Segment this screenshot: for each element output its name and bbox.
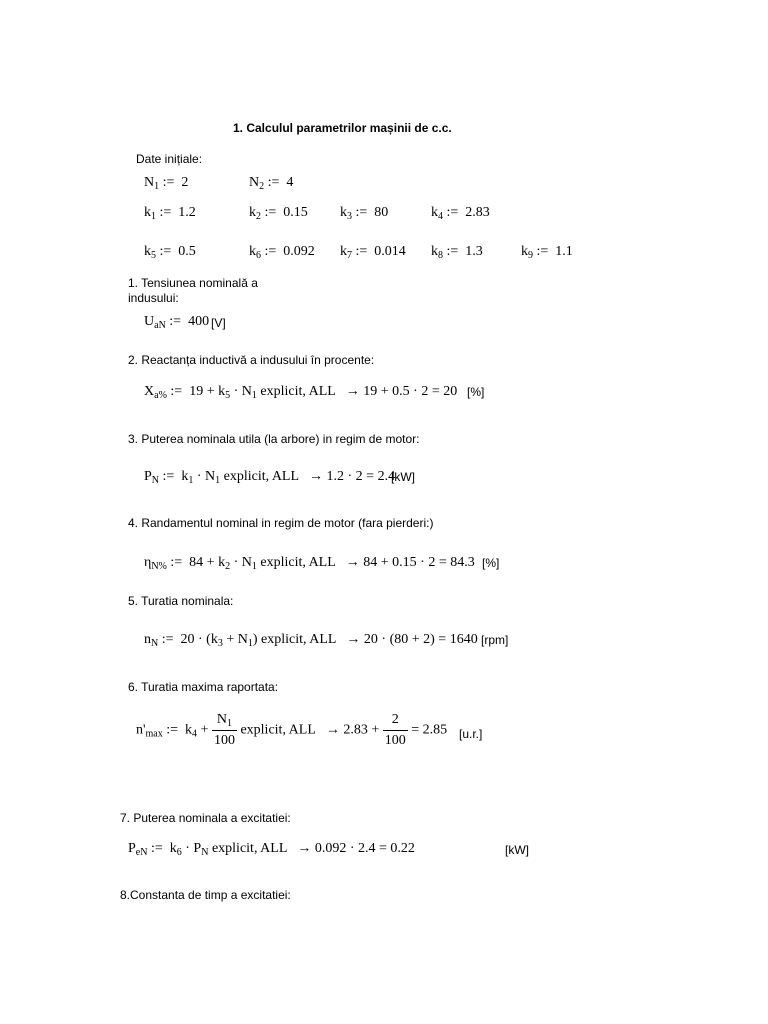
param-k8: $k_8$ := 1.3 bbox=[431, 244, 483, 261]
section-4-heading: 4. Randamentul nominal in regim de motor (fara pierderi:) bbox=[128, 516, 434, 530]
param-k7: $k_7$ := 0.014 bbox=[340, 244, 406, 261]
section-7-heading: 7. Puterea nominala a excitatiei: bbox=[120, 811, 291, 825]
section-3-heading: 3. Puterea nominala utila (la arbore) in regim de motor: bbox=[128, 432, 420, 446]
section-4-formula: $\eta_{N\%}$ := $84 + k_2 \cdot N_1$ explicit, ALL → 84 + 0.15 · 2 = 84.3 bbox=[144, 555, 475, 572]
section-1-formula: $U_{aN}$ := 400 bbox=[144, 314, 210, 331]
section-1-unit: [V] bbox=[211, 316, 226, 330]
section-3-unit: [kW] bbox=[391, 470, 415, 484]
param-N2: $N_2$ := 4 bbox=[249, 175, 294, 192]
param-k5: $k_5$ := 0.5 bbox=[144, 244, 196, 261]
section-5-heading: 5. Turatia nominala: bbox=[128, 594, 234, 608]
section-1-heading-line2: indusului: bbox=[128, 291, 179, 305]
section-6-heading: 6. Turatia maxima raportata: bbox=[128, 680, 279, 694]
param-k1: $k_1$ := 1.2 bbox=[144, 205, 196, 222]
section-6-formula: $n'_{max}$ := $k_4$ + $\frac{N_1}{100}$ explicit, ALL → 2.83 + $\frac{2}{100}$ = 2.85 bbox=[136, 712, 448, 748]
section-2-heading: 2. Reactanța inductivă a indusului în procente: bbox=[128, 353, 375, 367]
section-2-formula: $X_{a\%}$ := $19 + k_5 \cdot N_1$ explicit, ALL → 19 + 0.5 · 2 = 20 bbox=[144, 384, 458, 401]
fraction-N1-100: $\frac{N_1}{100}$ bbox=[213, 712, 235, 748]
param-k4: $k_4$ := 2.83 bbox=[431, 205, 490, 222]
section-4-unit: [%] bbox=[482, 556, 500, 570]
section-6-unit: [u.r.] bbox=[459, 727, 483, 741]
page-title: 1. Calculul parametrilor mașinii de c.c. bbox=[233, 121, 452, 135]
section-2-unit: [%] bbox=[467, 385, 485, 399]
fraction-2-100: $\frac{2}{100}$ bbox=[384, 712, 406, 748]
section-1-heading-line1: 1. Tensiunea nominală a bbox=[128, 276, 258, 290]
section-7-unit: [kW] bbox=[505, 843, 529, 857]
param-k6: $k_6$ := 0.092 bbox=[249, 244, 315, 261]
param-k2: $k_2$ := 0.15 bbox=[249, 205, 308, 222]
param-k9: $k_9$ := 1.1 bbox=[521, 244, 573, 261]
param-N1: $N_1$ := 2 bbox=[144, 175, 189, 192]
section-7-formula: $P_{eN}$ := $k_6 \cdot P_N$ explicit, ALL → 0.092 · 2.4 = 0.22 bbox=[128, 841, 415, 858]
section-3-formula: $P_N$ := $k_1 \cdot N_1$ explicit, ALL → 1.2 · 2 = 2.4 bbox=[144, 469, 396, 486]
section-5-unit: [rpm] bbox=[481, 633, 509, 647]
section-5-formula: $n_N$ := $20 \cdot (k_3 + N_1)$ explicit, ALL → 20 · (80 + 2) = 1640 bbox=[144, 632, 478, 649]
initial-data-label: Date inițiale: bbox=[136, 152, 203, 166]
param-k3: $k_3$ := 80 bbox=[340, 205, 389, 222]
section-8-heading: 8.Constanta de timp a excitatiei: bbox=[120, 888, 291, 902]
